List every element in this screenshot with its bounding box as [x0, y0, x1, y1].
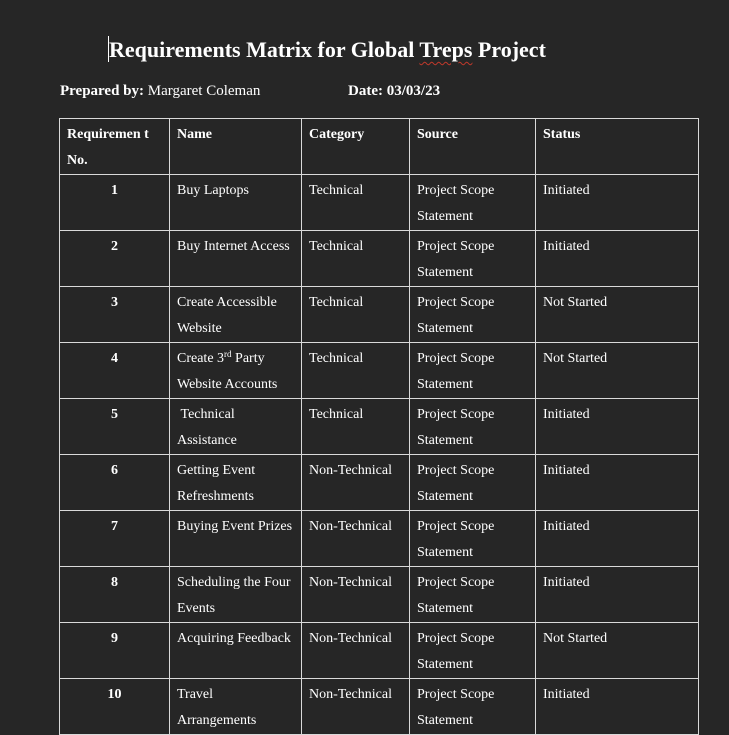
table-row [60, 567, 699, 623]
cell-source: Project Scope Statement [410, 567, 536, 623]
cell-name [170, 343, 302, 399]
table-row [60, 287, 699, 343]
cell-name: Buy Internet Access [170, 231, 302, 287]
cell-name: Travel Arrangements [170, 679, 302, 735]
cell-name: Getting Event Refreshments [170, 455, 302, 511]
date-value: 03/03/23 [386, 83, 441, 99]
cell-no: 4 [60, 343, 170, 399]
cell-source: Project Scope Statement [410, 175, 536, 231]
cell-name: Technical Assistance [170, 399, 302, 455]
cell-name: Buying Event Prizes [170, 511, 302, 567]
title-prefix: Requirements Matrix for Global [109, 37, 420, 62]
cell-status: Not Started [536, 623, 699, 679]
cell-no: 8 [60, 567, 170, 623]
cell-name-part: Party Website Accounts [177, 351, 278, 392]
header-status: Status [536, 119, 699, 175]
header-requirement-no: Requiremen t No. [60, 119, 170, 175]
header-category: Category [302, 119, 410, 175]
cell-no: 1 [60, 175, 170, 231]
requirements-table [59, 118, 699, 735]
title-suffix: Project [472, 37, 546, 62]
cell-category: Non-Technical [302, 679, 410, 735]
cell-status: Initiated [536, 455, 699, 511]
cell-category: Technical [302, 399, 410, 455]
cell-source: Project Scope Statement [410, 287, 536, 343]
cell-source: Project Scope Statement [410, 511, 536, 567]
cell-status: Initiated [536, 567, 699, 623]
document-meta [60, 82, 441, 100]
date-label: Date: [348, 83, 383, 99]
title-misspelled-word[interactable]: Treps [419, 37, 473, 62]
cell-category: Non-Technical [302, 623, 410, 679]
cell-status: Not Started [536, 287, 699, 343]
cell-source: Project Scope Statement [410, 399, 536, 455]
cell-category: Technical [302, 343, 410, 399]
table-row [60, 175, 699, 231]
cell-name: Create Accessible Website [170, 287, 302, 343]
cell-status: Initiated [536, 511, 699, 567]
cell-status: Initiated [536, 231, 699, 287]
cell-name-part: Create 3 [177, 351, 225, 366]
cell-category: Non-Technical [302, 455, 410, 511]
table-row [60, 343, 699, 399]
cell-name: Acquiring Feedback [170, 623, 302, 679]
cell-category: Non-Technical [302, 511, 410, 567]
ordinal-superscript: rd [224, 349, 232, 359]
cell-no: 2 [60, 231, 170, 287]
prepared-by-value: Margaret Coleman [147, 83, 261, 99]
cell-no: 5 [60, 399, 170, 455]
cell-status: Initiated [536, 175, 699, 231]
table-row [60, 231, 699, 287]
cell-source: Project Scope Statement [410, 231, 536, 287]
cell-no: 9 [60, 623, 170, 679]
cell-no: 7 [60, 511, 170, 567]
table-header-row [60, 119, 699, 175]
cell-source: Project Scope Statement [410, 455, 536, 511]
cell-no: 10 [60, 679, 170, 735]
cell-source: Project Scope Statement [410, 679, 536, 735]
table-row [60, 679, 699, 735]
cell-status: Not Started [536, 343, 699, 399]
cell-status: Initiated [536, 679, 699, 735]
cell-category: Technical [302, 287, 410, 343]
table-row [60, 511, 699, 567]
prepared-by-label: Prepared by: [60, 83, 145, 99]
header-source: Source [410, 119, 536, 175]
table-row [60, 399, 699, 455]
cell-name: Buy Laptops [170, 175, 302, 231]
cell-status: Initiated [536, 399, 699, 455]
cell-no: 6 [60, 455, 170, 511]
cell-source: Project Scope Statement [410, 623, 536, 679]
cell-category: Technical [302, 175, 410, 231]
table-row [60, 455, 699, 511]
date-field [348, 82, 440, 100]
cell-no: 3 [60, 287, 170, 343]
document-title [109, 36, 546, 64]
cell-category: Technical [302, 231, 410, 287]
header-name: Name [170, 119, 302, 175]
table-row [60, 623, 699, 679]
cell-source: Project Scope Statement [410, 343, 536, 399]
cell-name: Scheduling the Four Events [170, 567, 302, 623]
cell-category: Non-Technical [302, 567, 410, 623]
